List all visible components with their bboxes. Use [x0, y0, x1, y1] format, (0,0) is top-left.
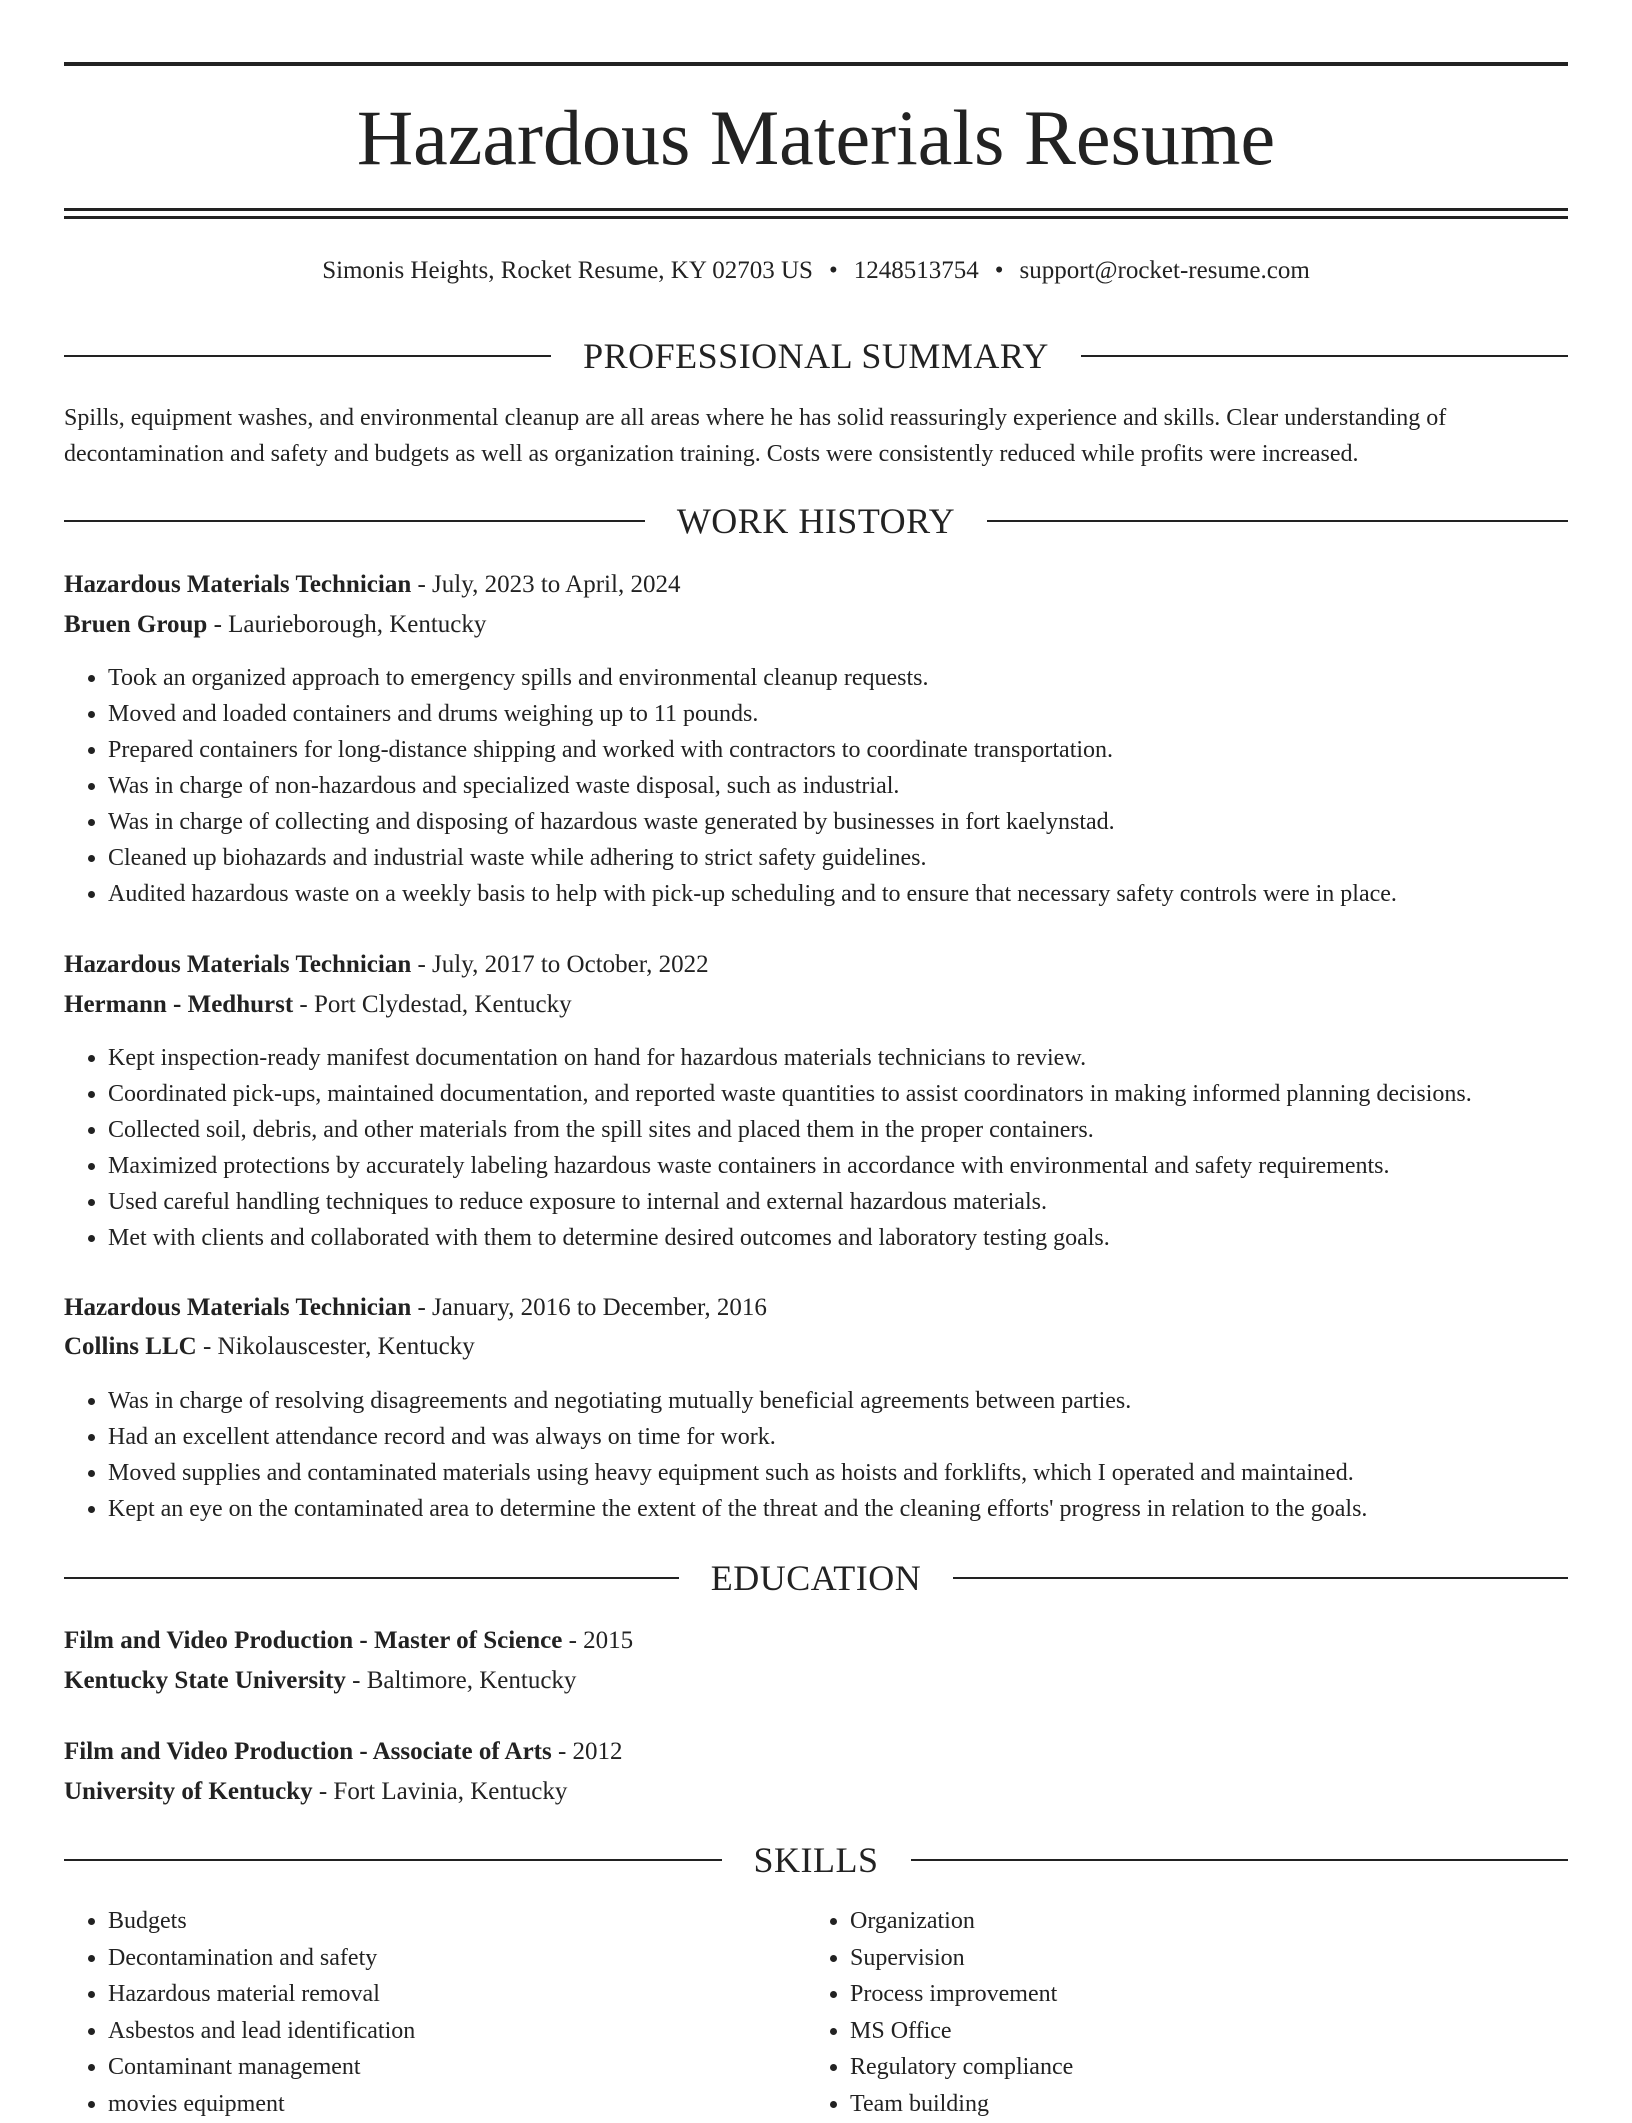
heading-rule — [64, 520, 645, 522]
job-dates: - July, 2017 to October, 2022 — [411, 951, 709, 978]
education-heading — [64, 1556, 1568, 1600]
education-location: - Baltimore, Kentucky — [345, 1667, 577, 1694]
skills-list-left — [64, 1903, 415, 2123]
list-item: • Was in charge of non-hazardous and specialized waste disposal, such as industrial. — [108, 768, 1397, 804]
list-item: • Had an excellent attendance record and was always on time for work. — [108, 1419, 1367, 1455]
list-item: • Took an organized approach to emergency spills and environmental cleanup requests. — [108, 660, 1397, 696]
skill-item: • Team building — [850, 2086, 1073, 2123]
skills-heading — [64, 1838, 1568, 1882]
skill-item: • Supervision — [850, 1940, 1073, 1977]
job-title-line — [64, 1290, 1568, 1326]
job-title: Hazardous Materials Technician — [64, 571, 412, 598]
skill-item: • Contaminant management — [108, 2049, 415, 2086]
contact-separator: • — [828, 257, 838, 284]
heading-rule — [911, 1859, 1569, 1861]
education-year: - 2015 — [562, 1627, 634, 1654]
job-company: Collins LLC — [64, 1333, 197, 1360]
job-company-line — [64, 987, 1568, 1023]
job-bullets — [64, 1040, 1472, 1256]
summary-heading — [64, 334, 1568, 378]
job-location: - Port Clydestad, Kentucky — [293, 991, 572, 1018]
job-company-line — [64, 607, 1568, 643]
skills-list-right — [806, 1903, 1073, 2123]
list-item: • Was in charge of collecting and disposing of hazardous waste generated by businesses in fort kaelynstad. — [108, 804, 1397, 840]
list-item: • Kept an eye on the contaminated area to determine the extent of the threat and the cleaning efforts' progress in relation to the goals. — [108, 1491, 1367, 1527]
list-item: • Audited hazardous waste on a weekly basis to help with pick-up scheduling and to ensure that necessary safety controls were in place. — [108, 876, 1397, 912]
contact-email: support@rocket-resume.com — [1019, 257, 1310, 284]
job-company: Hermann - Medhurst — [64, 991, 294, 1018]
education-degree: Film and Video Production - Associate of Arts — [64, 1738, 552, 1765]
heading-rule — [64, 1577, 679, 1579]
list-item: • Kept inspection-ready manifest documentation on hand for hazardous materials technicians to review. — [108, 1040, 1472, 1076]
job-bullets — [64, 660, 1397, 912]
contact-address: Simonis Heights, Rocket Resume, KY 02703 US — [322, 257, 813, 284]
skill-item: • Asbestos and lead identification — [108, 2013, 415, 2050]
job-title-line — [64, 567, 1568, 603]
skill-item: • Budgets — [108, 1903, 415, 1940]
skill-item: • movies equipment — [108, 2086, 415, 2123]
heading-rule — [64, 1859, 722, 1861]
list-item: • Coordinated pick-ups, maintained documentation, and reported waste quantities to assist coordinators in making informed planning decisions. — [108, 1076, 1472, 1112]
resume-title: Hazardous Materials Resume — [356, 94, 1276, 181]
education-degree: Film and Video Production - Master of Science — [64, 1627, 563, 1654]
education-location: - Fort Lavinia, Kentucky — [312, 1778, 568, 1805]
job-bullets — [64, 1383, 1367, 1527]
education-school-line — [64, 1663, 1568, 1699]
heading-rule — [64, 355, 551, 357]
education-school-line — [64, 1774, 1568, 1810]
education-heading-label: EDUCATION — [710, 1558, 922, 1598]
title-rule-lower — [64, 216, 1568, 219]
heading-rule — [987, 520, 1568, 522]
education-school: Kentucky State University — [64, 1667, 346, 1694]
skill-item: • Organization — [850, 1903, 1073, 1940]
list-item: • Was in charge of resolving disagreements and negotiating mutually beneficial agreements between parties. — [108, 1383, 1367, 1419]
list-item: • Moved and loaded containers and drums weighing up to 11 pounds. — [108, 696, 1397, 732]
job-location: - Nikolauscester, Kentucky — [196, 1333, 475, 1360]
summary-heading-label: PROFESSIONAL SUMMARY — [583, 336, 1049, 376]
job-title-line — [64, 947, 1568, 983]
list-item: • Moved supplies and contaminated materials using heavy equipment such as hoists and forklifts, which I operated and maintained. — [108, 1455, 1367, 1491]
job-title: Hazardous Materials Technician — [64, 1294, 412, 1321]
job-company: Bruen Group — [64, 611, 208, 638]
skills-heading-label: SKILLS — [753, 1840, 879, 1880]
title-rule-upper — [64, 208, 1568, 211]
contact-phone: 1248513754 — [853, 257, 979, 284]
contact-line — [64, 254, 1568, 288]
summary-text: Spills, equipment washes, and environmental cleanup are all areas where he has solid reassuringly experience and skills. Clear understanding of decontamination and safety and budgets as well as organization training. Costs were consistently reduced while profits were increased. — [64, 405, 1447, 467]
top-rule — [64, 62, 1568, 66]
list-item: • Used careful handling techniques to reduce exposure to internal and external hazardous materials. — [108, 1184, 1472, 1220]
work-history-heading-label: WORK HISTORY — [676, 501, 956, 541]
heading-rule — [1081, 355, 1568, 357]
education-degree-line — [64, 1623, 1568, 1659]
skill-item: • Hazardous material removal — [108, 1976, 415, 2013]
list-item: • Met with clients and collaborated with them to determine desired outcomes and laboratory testing goals. — [108, 1220, 1472, 1256]
job-dates: - January, 2016 to December, 2016 — [411, 1294, 767, 1321]
education-year: - 2012 — [551, 1738, 623, 1765]
list-item: • Maximized protections by accurately labeling hazardous waste containers in accordance with environmental and safety requirements. — [108, 1148, 1472, 1184]
skill-item: • Process improvement — [850, 1976, 1073, 2013]
education-school: University of Kentucky — [64, 1778, 313, 1805]
job-company-line — [64, 1329, 1568, 1365]
skill-item: • Regulatory compliance — [850, 2049, 1073, 2086]
list-item: • Cleaned up biohazards and industrial waste while adhering to strict safety guidelines. — [108, 840, 1397, 876]
job-dates: - July, 2023 to April, 2024 — [411, 571, 681, 598]
skill-item: • MS Office — [850, 2013, 1073, 2050]
contact-separator: • — [994, 257, 1004, 284]
list-item: • Prepared containers for long-distance shipping and worked with contractors to coordinate transportation. — [108, 732, 1397, 768]
list-item: • Collected soil, debris, and other materials from the spill sites and placed them in the proper containers. — [108, 1112, 1472, 1148]
skill-item: • Decontamination and safety — [108, 1940, 415, 1977]
education-degree-line — [64, 1734, 1568, 1770]
work-history-heading — [64, 499, 1568, 543]
heading-rule — [953, 1577, 1568, 1579]
job-title: Hazardous Materials Technician — [64, 951, 412, 978]
job-location: - Laurieborough, Kentucky — [207, 611, 487, 638]
